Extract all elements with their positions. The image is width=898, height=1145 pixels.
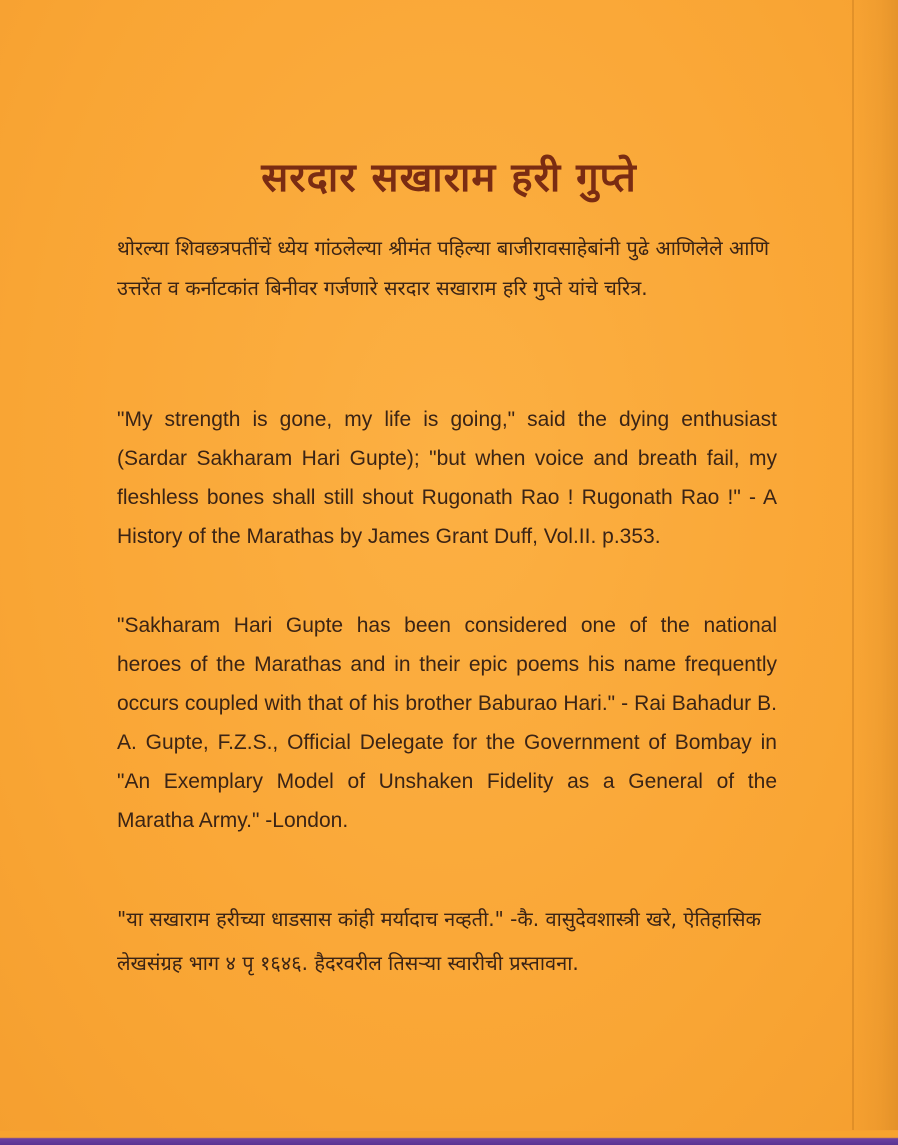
book-title: सरदार सखाराम हरी गुप्ते bbox=[261, 155, 637, 201]
marathi-intro-paragraph: थोरल्या शिवछत्रपतींचें ध्येय गांठलेल्या श्रीमंत पहिल्या बाजीरावसाहेबांनी पुढे आणिलेले आणि उत्तरेंत व कर्नाटकांत बिनीवर गर्जणारे सरदार सखाराम हरि गुप्ते यांचे चरित्र. bbox=[117, 236, 770, 300]
khare-quote-paragraph: "या सखाराम हरीच्या धाडसास कांही मर्यादाच नव्हती." -कै. वासुदेवशास्त्री खरे, ऐतिहासिक लेखसंग्रह भाग ४ पृ १६४६. हैदरवरील तिसऱ्या स्वारीची प्रस्तावना. bbox=[117, 907, 761, 975]
gupte-quote-paragraph: "Sakharam Hari Gupte has been considered one of the national heroes of the Marathas and in their epic poems his name frequently occurs coupled with that of his brother Baburao Hari." - Rai Bahadur B. A. Gupte, F.Z.S., Official Delegate for the Government of Bombay in "An Exemplary Model of Unshaken Fidelity as a General of the Maratha Army." -London. bbox=[117, 614, 777, 832]
duff-quote-paragraph: "My strength is gone, my life is going," said the dying enthusiast (Sardar Sakharam Hari Gupte); "but when voice and breath fail, my fleshless bones shall still shout Rugonath Rao ! Rugonath Rao !" - A History of the Marathas by James Grant Duff, Vol.II. p.353. bbox=[117, 408, 777, 548]
bottom-purple-band bbox=[0, 1131, 898, 1145]
